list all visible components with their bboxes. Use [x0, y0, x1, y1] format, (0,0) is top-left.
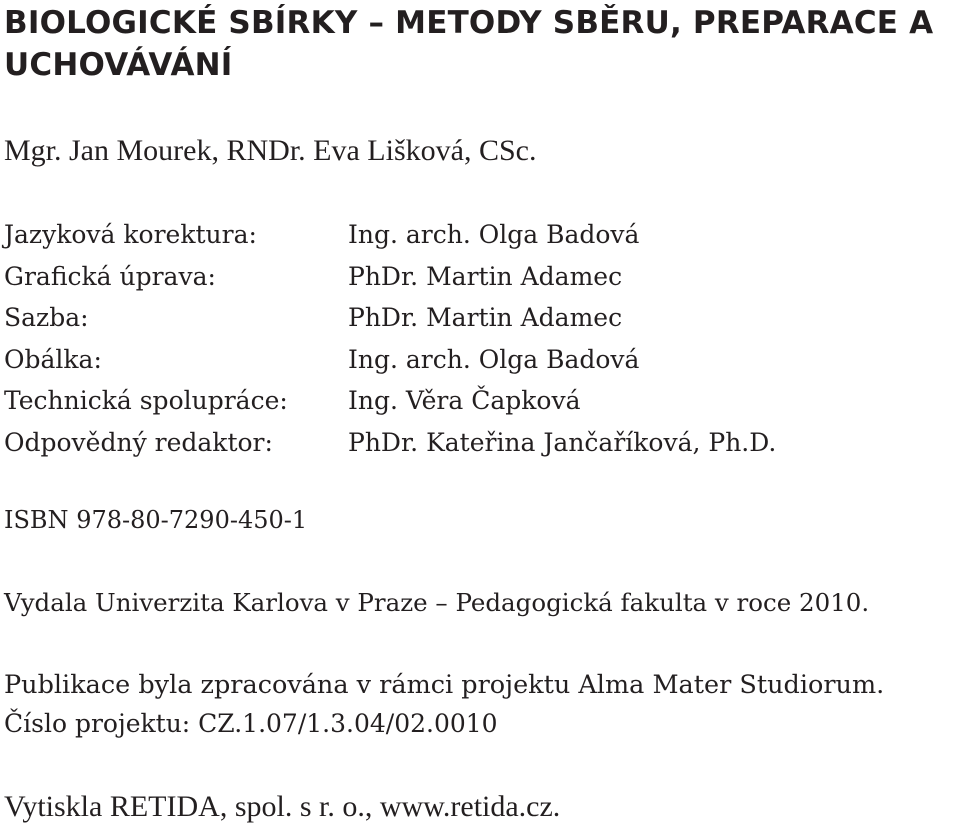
credit-value: PhDr. Martin Adamec [348, 261, 623, 291]
credit-label: Technická spolupráce: [4, 386, 288, 415]
printer-line: Vytiskla RETIDA, spol. s r. o., www.retida.cz. [4, 790, 561, 823]
credit-row-technical-cooperation [4, 380, 776, 422]
credit-label: Jazyková korektura: [4, 220, 257, 249]
credit-row-language-editor [4, 214, 776, 256]
credit-value: Ing. Věra Čapková [348, 386, 581, 415]
credit-value: PhDr. Martin Adamec [348, 303, 623, 332]
credit-row-cover [4, 339, 776, 381]
credit-label: Sazba: [4, 303, 89, 332]
credit-value: Ing. arch. Olga Badová [348, 344, 640, 374]
credits-list [4, 214, 776, 463]
credit-value: PhDr. Kateřina Jančaříková, Ph.D. [348, 427, 777, 457]
authors-line: Mgr. Jan Mourek, RNDr. Eva Lišková, CSc. [4, 134, 537, 167]
credit-row-graphic-design [4, 256, 776, 298]
isbn-line: ISBN 978-80-7290-450-1 [4, 506, 308, 534]
credit-label: Obálka: [4, 344, 102, 374]
project-number: Číslo projektu: CZ.1.07/1.3.04/02.0010 [4, 709, 498, 738]
credit-row-responsible-editor [4, 422, 776, 464]
credit-label: Odpovědný redaktor: [4, 427, 273, 457]
credit-row-typesetting [4, 297, 776, 339]
credit-value: Ing. arch. Olga Badová [348, 220, 640, 249]
book-title: BIOLOGICKÉ SBÍRKY – METODY SBĚRU, PREPARACE A UCHOVÁVÁNÍ [4, 5, 934, 83]
credit-label: Grafická úprava: [4, 261, 216, 291]
publisher-line: Vydala Univerzita Karlova v Praze – Pedagogická fakulta v roce 2010. [4, 588, 870, 617]
project-note: Publikace byla zpracována v rámci projektu Alma Mater Studiorum. [4, 670, 885, 700]
